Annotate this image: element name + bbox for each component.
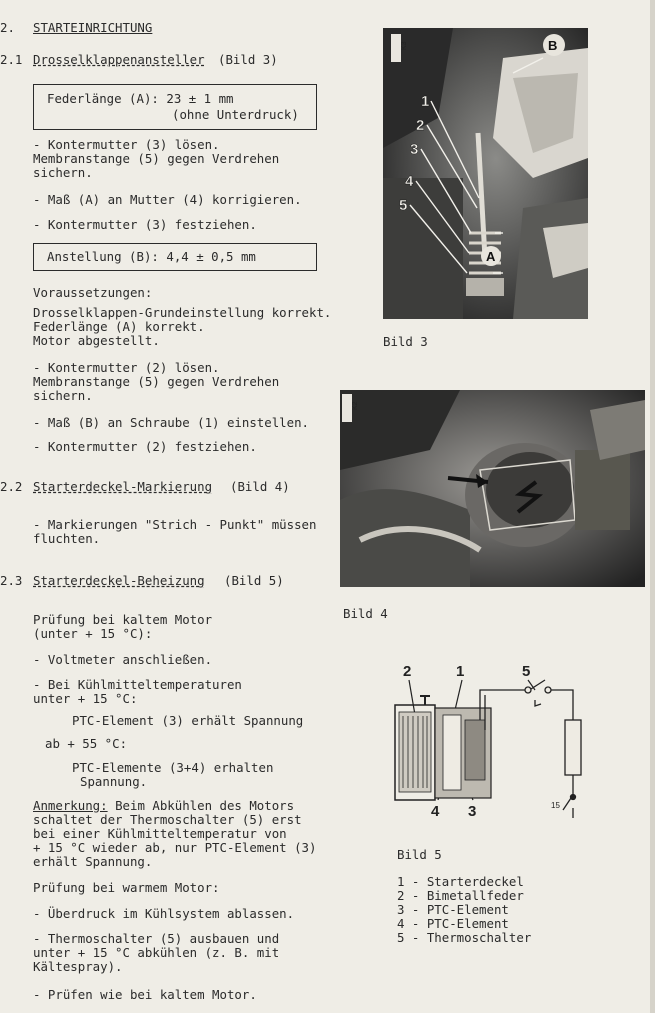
bild-3-drawing bbox=[383, 28, 588, 319]
step-line: Membranstange (5) gegen Verdrehen bbox=[33, 374, 280, 389]
cold-heading: (unter + 15 °C): bbox=[33, 626, 153, 641]
section-2-2-number: 2.2 bbox=[0, 479, 23, 494]
section-2-3-number: 2.3 bbox=[0, 573, 23, 588]
section-2-2-ref: (Bild 4) bbox=[230, 479, 290, 494]
prereq-line: Federlänge (A) korrekt. bbox=[33, 319, 205, 334]
callout-b: B bbox=[548, 38, 558, 53]
callout-3: 3 bbox=[410, 141, 419, 158]
step-line: unter + 15 °C: bbox=[33, 691, 138, 706]
section-2-1-ref: (Bild 3) bbox=[218, 52, 278, 67]
callout-a: A bbox=[486, 249, 496, 264]
step-line: unter + 15 °C abkühlen (z. B. mit bbox=[33, 945, 280, 960]
wiring-icon bbox=[480, 680, 581, 818]
spec-line-2: (ohne Unterdruck) bbox=[172, 107, 299, 122]
bild-4-caption: Bild 4 bbox=[343, 606, 388, 621]
bild-4-code-tag bbox=[342, 394, 352, 422]
warm-heading: Prüfung bei warmem Motor: bbox=[33, 880, 220, 895]
spec-box-federlaenge bbox=[33, 84, 317, 130]
bild-5-caption: Bild 5 bbox=[397, 847, 442, 862]
prereq-line: Drosselklappen-Grundeinstellung korrekt. bbox=[33, 305, 332, 320]
ptc34-line: Spannung. bbox=[80, 774, 148, 789]
section-2-number: 2. bbox=[0, 20, 15, 35]
section-2-3-ref: (Bild 5) bbox=[224, 573, 284, 588]
callout-1: 1 bbox=[421, 93, 430, 110]
switch-label-15: 15 bbox=[551, 801, 560, 810]
step-line: Membranstange (5) gegen Verdrehen bbox=[33, 151, 280, 166]
step-line: Kältespray). bbox=[33, 959, 123, 974]
section-2-title: STARTEINRICHTUNG bbox=[33, 20, 153, 35]
prereq-line: Motor abgestellt. bbox=[33, 333, 160, 348]
note-line: + 15 °C wieder ab, nur PTC-Element (3) bbox=[33, 840, 317, 855]
note-label: Anmerkung: bbox=[33, 798, 108, 813]
callout-1: 1 bbox=[456, 663, 465, 680]
prereq-heading: Voraussetzungen: bbox=[33, 285, 153, 300]
section-2-2-title: Starterdeckel-Markierung bbox=[33, 479, 213, 494]
starter-cover-section-icon bbox=[395, 696, 491, 800]
callout-3: 3 bbox=[468, 803, 477, 820]
step-line: - Kontermutter (2) lösen. bbox=[33, 360, 220, 375]
step-line: - Kontermutter (3) lösen. bbox=[33, 137, 220, 152]
callout-2: 2 bbox=[403, 663, 412, 680]
spec-line-1: Federlänge (A): 23 ± 1 mm bbox=[47, 91, 234, 106]
callout-4: 4 bbox=[431, 803, 440, 820]
bild-3-photo bbox=[383, 28, 588, 319]
note-line: erhält Spannung. bbox=[33, 854, 153, 869]
legend-item: 4 - PTC-Element bbox=[397, 916, 509, 931]
callout-5: 5 bbox=[522, 663, 531, 680]
step-line: - Voltmeter anschließen. bbox=[33, 652, 213, 667]
legend-item: 3 - PTC-Element bbox=[397, 902, 509, 917]
ab55-line: ab + 55 °C: bbox=[45, 736, 128, 751]
step-line: - Überdruck im Kühlsystem ablassen. bbox=[33, 906, 295, 921]
bild-3-caption: Bild 3 bbox=[383, 334, 428, 349]
ptc34-line: PTC-Elemente (3+4) erhalten bbox=[72, 760, 274, 775]
step-line: - Maß (B) an Schraube (1) einstellen. bbox=[33, 415, 310, 430]
step-line: - Thermoschalter (5) ausbauen und bbox=[33, 931, 280, 946]
step-line: sichern. bbox=[33, 388, 93, 403]
section-2-1-number: 2.1 bbox=[0, 52, 23, 67]
legend-item: 5 - Thermoschalter bbox=[397, 930, 532, 945]
legend-item: 1 - Starterdeckel bbox=[397, 874, 524, 889]
step-line: - Kontermutter (2) festziehen. bbox=[33, 439, 257, 454]
page-edge bbox=[650, 0, 655, 1013]
ptc3-line: PTC-Element (3) erhält Spannung bbox=[72, 713, 304, 728]
spec-box-anstellung bbox=[33, 243, 317, 271]
step-line: fluchten. bbox=[33, 531, 101, 546]
legend-item: 2 - Bimetallfeder bbox=[397, 888, 524, 903]
bild-4-drawing bbox=[340, 390, 645, 587]
bild-5-diagram bbox=[385, 660, 635, 820]
callout-4: 4 bbox=[405, 173, 414, 190]
step-line: sichern. bbox=[33, 165, 93, 180]
bild-4-code: K2 bbox=[352, 401, 359, 410]
step-line: - Bei Kühlmitteltemperaturen bbox=[33, 677, 242, 692]
section-2-3-title: Starterdeckel-Beheizung bbox=[33, 573, 205, 588]
callout-5: 5 bbox=[399, 197, 408, 214]
step-line: - Prüfen wie bei kaltem Motor. bbox=[33, 987, 257, 1002]
note-line: schaltet der Thermoschalter (5) erst bbox=[33, 812, 302, 827]
spec-line: Anstellung (B): 4,4 ± 0,5 mm bbox=[47, 249, 256, 264]
step-line: - Kontermutter (3) festziehen. bbox=[33, 217, 257, 232]
cold-heading: Prüfung bei kaltem Motor bbox=[33, 612, 213, 627]
bild-5-drawing bbox=[385, 660, 635, 820]
step-line: - Maß (A) an Mutter (4) korrigieren. bbox=[33, 192, 302, 207]
callout-2: 2 bbox=[416, 117, 425, 134]
bild-3-code-tag bbox=[391, 34, 401, 62]
step-line: - Markierungen "Strich - Punkt" müssen bbox=[33, 517, 317, 532]
bild-4-photo bbox=[340, 390, 645, 587]
note-line-1 bbox=[33, 799, 294, 813]
note-text: Beim Abkühlen des Motors bbox=[107, 798, 295, 813]
section-2-1-title: Drosselklappenansteller bbox=[33, 52, 205, 67]
bild-3-code: K3 bbox=[401, 41, 408, 50]
note-line: bei einer Kühlmitteltemperatur von bbox=[33, 826, 287, 841]
